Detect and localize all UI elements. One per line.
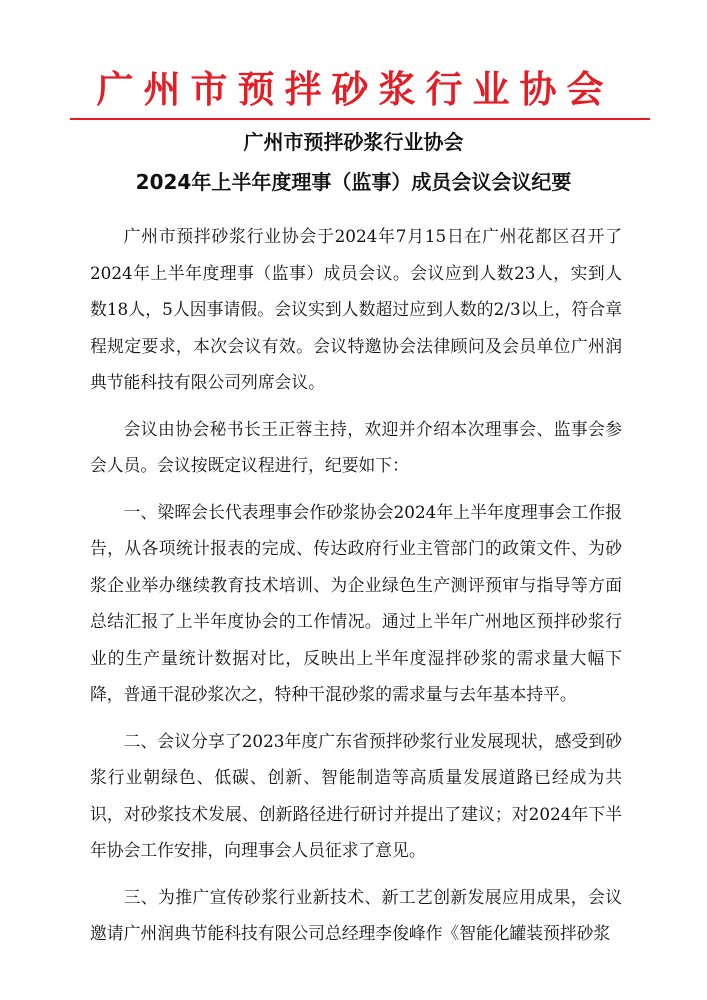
paragraph: 三、为推广宣传砂浆行业新技术、新工艺创新发展应用成果，会议邀请广州润典节能科技有限公司总经理李俊峰作《智能化罐装预拌砂浆 xyxy=(90,886,622,943)
document-body xyxy=(90,218,622,962)
paragraph: 二、会议分享了2023年度广东省预拌砂浆行业发展现状，感受到砂浆行业朝绿色、低碳、创新、智能制造等高质量发展道路已经成为共识，对砂浆技术发展、创新路径进行研讨并提出了建议；对2024年下半年协会工作安排，向理事会人员征求了意见。 xyxy=(90,730,622,860)
document-title-line1: 广州市预拌砂浆行业协会 xyxy=(243,130,464,154)
letterhead-org-name: 广州市预拌砂浆行业协会 xyxy=(96,68,614,111)
paragraph: 广州市预拌砂浆行业协会于2024年7月15日在广州花都区召开了2024年上半年度理事（监事）成员会议。会议应到人数23人，实到人数18人，5人因事请假。会议实到人数超过应到人数的2/3以上，符合章程规定要求，本次会议有效。会议特邀协会法律顾问及会员单位广州润典节能科技有限公司列席会议。 xyxy=(90,226,622,392)
paragraph: 一、梁晖会长代表理事会作砂浆协会2024年上半年度理事会工作报告，从各项统计报表的完成、传达政府行业主管部门的政策文件、为砂浆企业举办继续教育技术培训、为企业绿色生产测评预审与指导等方面总结汇报了上半年度协会的工作情况。通过上半年广州地区预拌砂浆行业的生产量统计数据对比，反映出上半年度湿拌砂浆的需求量大幅下降，普通干混砂浆次之，特种干混砂浆的需求量与去年基本持平。 xyxy=(90,501,622,704)
paragraph: 会议由协会秘书长王正蓉主持，欢迎并介绍本次理事会、监事会参会人员。会议按既定议程进行，纪要如下： xyxy=(90,418,622,475)
document-title-line2: 2024年上半年度理事（监事）成员会议会议纪要 xyxy=(135,170,572,194)
letterhead-red-rule xyxy=(70,118,650,120)
